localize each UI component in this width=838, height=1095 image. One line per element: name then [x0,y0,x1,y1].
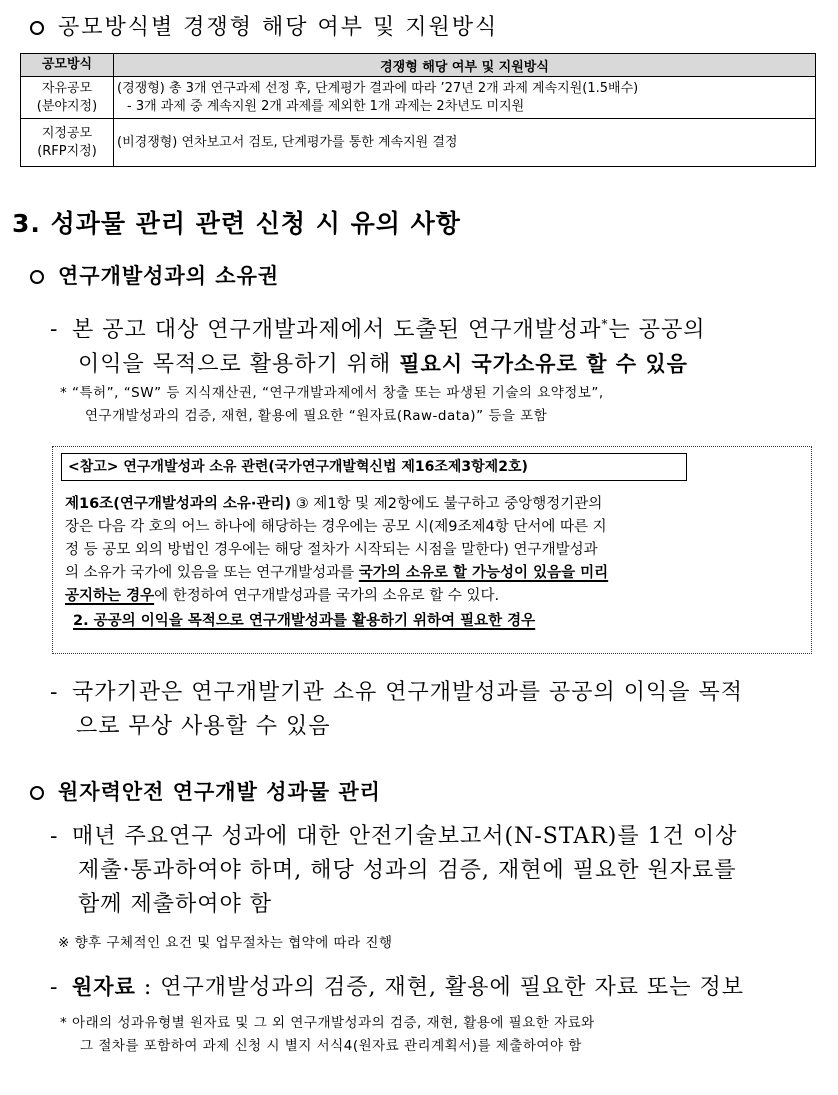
raw-data-footnote: * 아래의 성과유형별 원자료 및 그 외 연구개발성과의 검증, 재현, 활용에 필요한 자료와 그 절차를 포함하여 과제 신청 시 별지 서식4(원자료 관리계획서)를 제출하여야 함 [60,1015,595,1054]
desc-line: (비경쟁형) 연차보고서 검토, 단계평가를 통한 계속지원 결정 [117,134,458,150]
reference-box [52,446,812,654]
circle-bullet-icon [30,21,44,35]
desc-line: - 3개 과제 중 계속지원 2개 과제를 제외한 1개 과제는 2차년도 미지원 [127,98,525,114]
dash-bullet: - [50,317,59,343]
method-name: 지정공모 [41,125,93,141]
nuclear-bullet-2: - 원자료 : 연구개발성과의 검증, 재현, 활용에 필요한 자료 또는 정보 [50,970,830,1005]
nuclear-bullet-1: - 매년 주요연구 성과에 대한 안전기술보고서(N-STAR)를 1건 이상 제출·통과하여야 하며, 해당 성과의 검증, 재현에 필요한 원자료를 함께 제출하여야 함 [50,820,830,922]
desc-cell [114,77,816,119]
method-heading: 공모방식별 경쟁형 해당 여부 및 지원방식 [30,10,498,41]
method-sub: (분야지정) [36,98,98,114]
method-sub: (RFP지정) [37,143,97,159]
reference-item-2: 2. 공공의 이익을 목적으로 연구개발성과를 활용하기 위하여 필요한 경우 [73,613,536,629]
table-row [21,119,816,167]
section-title: 3. 성과물 관리 관련 신청 시 유의 사항 [12,209,461,238]
method-table [20,53,816,167]
ownership-bullet-2: - 국가기관은 연구개발기관 소유 연구개발성과를 공공의 이익을 목적 으로 무상 사용할 수 있음 [50,676,830,744]
desc-cell [114,119,816,167]
reference-title: <참고> 연구개발성과 소유 관련(국가연구개발혁신법 제16조제3항제2호) [61,453,687,481]
dash-bullet: - [50,680,59,705]
table-header-cell: 공모방식 [21,54,114,77]
reference-body: 제16조(연구개발성과의 소유·관리) ③ 제1항 및 제2항에도 불구하고 중앙행정기관의 장은 다음 각 호의 어느 하나에 해당하는 경우에는 공모 시(제9조제4항 단서에 따른 지 정 등 공모 외의 방법인 경우에는 해당 절차가 시작되는 시점을 말한다) 연구개발성과 의 소유가 국가에 있음을 또는 연구개발성과를 국가의 소유로 할 가능성이 있음을 미리 공지하는 경우에 한정하여 연구개발성과를 국가의 소유로 할 수 있다. 2. 공공의 이익을 목적으로 연구개발성과를 활용하기 위하여 필요한 경우 [65,496,609,629]
sub-heading-ownership: 연구개발성과의 소유권 [30,260,279,290]
ownership-footnote: * “특허”, “SW” 등 지식재산권, “연구개발과제에서 창출 또는 파생된 기술의 요약정보”, 연구개발성과의 검증, 재현, 활용에 필요한 “원자료(Raw-data)” 등을 포함 [60,385,604,424]
table-header-cell: 경쟁형 해당 여부 및 지원방식 [114,54,816,77]
dash-bullet: - [50,824,59,849]
circle-bullet-icon [30,270,44,284]
ownership-bullet-1: - 본 공고 대상 연구개발과제에서 도출된 연구개발성과*는 공공의 이익을 목적으로 활용하기 위해 필요시 국가소유로 할 수 있음 [50,307,830,382]
dash-bullet: - [50,975,59,1000]
circle-bullet-icon [30,786,44,800]
table-row [21,77,816,119]
desc-line: (경쟁형) 총 3개 연구과제 선정 후, 단계평가 결과에 따라 ’27년 2개 과제 계속지원(1.5배수) [117,80,639,96]
table-header-row [21,54,816,77]
nuclear-note: ※ 향후 구체적인 요건 및 업무절차는 협약에 따라 진행 [58,935,393,951]
method-cell [21,119,114,167]
sub-heading-nuclear: 원자력안전 연구개발 성과물 관리 [30,776,381,806]
method-cell [21,77,114,119]
method-name: 자유공모 [41,80,93,96]
